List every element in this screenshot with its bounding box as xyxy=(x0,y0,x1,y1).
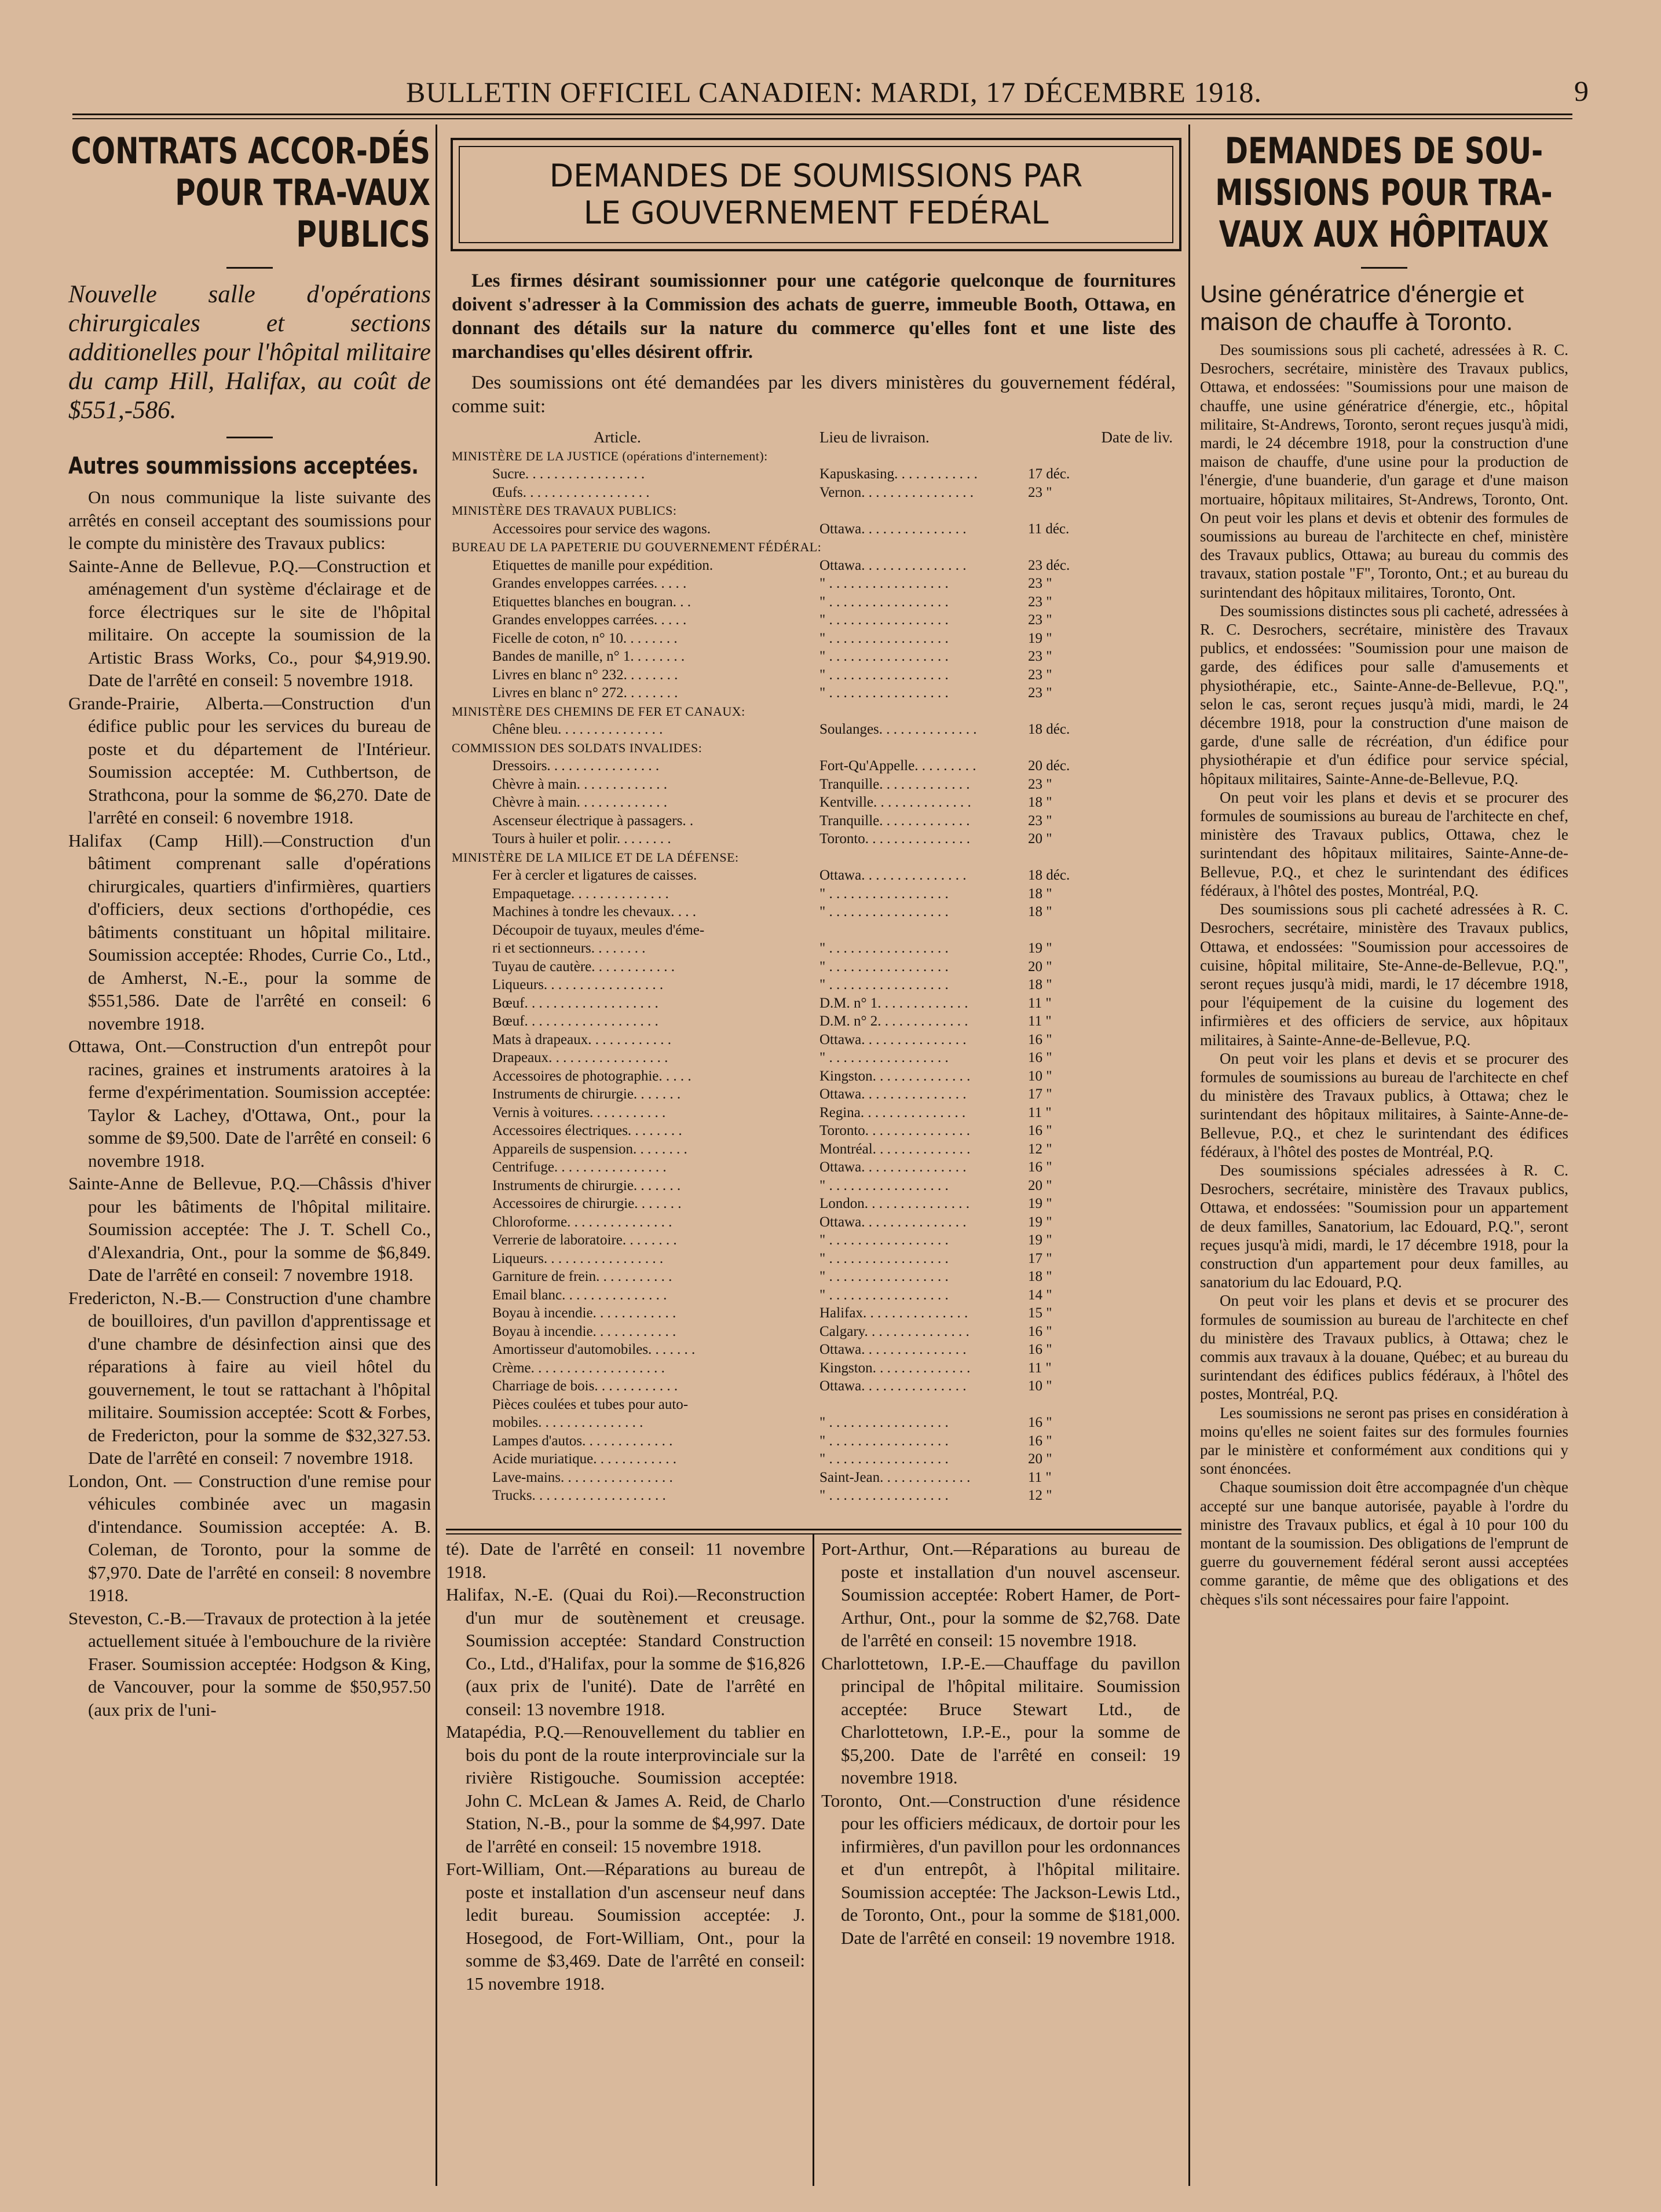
tender-location: " . . . . . . . . . . . . . . . . . xyxy=(819,1287,949,1303)
header-article: Article. xyxy=(594,429,641,446)
tender-article: Email blanc. . . . . . . . . . . . . . . xyxy=(492,1287,667,1303)
tender-department: MINISTÈRE DE LA JUSTICE (opérations d'internement): xyxy=(452,448,768,463)
tender-date: 11 " xyxy=(1028,1360,1052,1376)
tender-row xyxy=(449,629,1179,648)
tender-location: Kapuskasing. . . . . . . . . . . . xyxy=(819,466,978,482)
tender-location: Ottawa. . . . . . . . . . . . . . . xyxy=(819,1086,967,1102)
left-column xyxy=(68,130,431,1721)
header-location: Lieu de livraison. xyxy=(819,429,930,446)
tender-article: Bœuf. . . . . . . . . . . . . . . . . . . xyxy=(492,995,658,1011)
tender-location: Ottawa. . . . . . . . . . . . . . . xyxy=(819,1342,967,1357)
tender-row xyxy=(449,1158,1179,1177)
tender-row xyxy=(449,520,1179,539)
tender-article: Boyau à incendie. . . . . . . . . . . . xyxy=(492,1323,676,1339)
tender-department: MINISTÈRE DES TRAVAUX PUBLICS: xyxy=(452,503,677,518)
tender-article: mobiles. . . . . . . . . . . . . . . xyxy=(492,1415,643,1430)
tender-date: 19 " xyxy=(1028,1196,1052,1211)
right-column xyxy=(1200,130,1568,1609)
tender-date: 20 " xyxy=(1028,958,1052,975)
tender-row xyxy=(449,1486,1179,1505)
tender-location: Ottawa. . . . . . . . . . . . . . . xyxy=(819,1031,967,1048)
tender-date: 17 " xyxy=(1028,1086,1052,1102)
center-entry: Port-Arthur, Ont.—Réparations au bureau de poste et installation d'un nouvel ascenseur. Soumission acceptée: Robert Hamer, de Port-Arthur, Ont., pour la somme de $2,768. Date de l'arrêté en conseil: 15 novembre 1918. xyxy=(821,1539,1180,1650)
left-subhead: Nouvelle salle d'opérations chirurgicales et sections additionelles pour l'hôpital militaire du camp Hill, Halifax, au coût de $551,-586. xyxy=(68,281,431,424)
center-entry: té). Date de l'arrêté en conseil: 11 novembre 1918. xyxy=(446,1539,805,1582)
tender-article: Verrerie de laboratoire. . . . . . . . xyxy=(492,1232,677,1248)
tender-date: 23 " xyxy=(1028,812,1052,829)
tender-date: 10 " xyxy=(1028,1068,1052,1084)
tender-row xyxy=(449,684,1179,702)
tender-date: 19 " xyxy=(1028,940,1052,956)
tender-row xyxy=(449,830,1179,848)
tender-department-row xyxy=(449,501,1179,520)
tender-row xyxy=(449,1396,1179,1414)
right-paragraph: On peut voir les plans et devis et se procurer des formules de soumission au bureau de l'architecte en chef du ministère des Travaux publics, à Ottawa; chez le commis aux travaux à la douane, Québec; et au bureau du surintendant des édifices publics fédéraux, à l'hôtel des postes, Montréal, P.Q. xyxy=(1200,1292,1568,1403)
tender-row xyxy=(449,866,1179,885)
tender-date: 11 " xyxy=(1028,1013,1052,1029)
tender-date: 11 " xyxy=(1028,1104,1052,1120)
tender-row xyxy=(449,1286,1179,1305)
tender-date: 23 " xyxy=(1028,685,1052,701)
tender-location: Halifax. . . . . . . . . . . . . . . xyxy=(819,1305,968,1321)
left-entry: Steveston, C.-B.—Travaux de protection à la jetée actuellement située à l'embouchure de la rivière Fraser. Soumission acceptée: Hodgson & King, de Vancouver, pour la somme de $50,957.50 (aux prix de l'uni- xyxy=(68,1607,431,1720)
tender-row xyxy=(449,1250,1179,1268)
tender-date: 23 " xyxy=(1028,576,1052,591)
tender-article: Drapeaux. . . . . . . . . . . . . . . . . xyxy=(492,1050,668,1065)
tender-date: 18 " xyxy=(1028,977,1052,993)
tender-row xyxy=(449,921,1179,940)
tender-row xyxy=(449,1323,1179,1341)
tender-date: 20 déc. xyxy=(1028,758,1070,774)
tender-row xyxy=(449,574,1179,593)
tender-row xyxy=(449,1432,1179,1451)
right-paragraph: Chaque soumission doit être accompagnée d'un chèque accepté sur une banque autorisée, payable à l'ordre du ministre des Travaux publics, et égal à 10 pour 100 du montant de la soumission. Des obligations de l'emprunt de guerre du gouvernement fédéral seront aussi acceptées comme garantie, de même que des obligations et des chèques s'ils sont nécessaires pour faire l'appoint. xyxy=(1200,1478,1568,1608)
center-lower-left xyxy=(446,1537,805,1995)
tender-location: Kentville. . . . . . . . . . . . . . xyxy=(819,794,971,810)
tender-location: " . . . . . . . . . . . . . . . . . xyxy=(819,1232,949,1248)
tender-date: 19 " xyxy=(1028,1232,1052,1248)
center-entry: Fort-William, Ont.—Réparations au bureau de poste et installation d'un ascenseur neuf dans ledit bureau. Soumission acceptée: J. Hosegood, de Fort-William, Ont., pour la somme de $3,469. Date de l'arrêté en conseil: 15 novembre 1918. xyxy=(446,1859,805,1994)
center-title-box-inner xyxy=(459,146,1173,243)
tender-date: 12 " xyxy=(1028,1141,1052,1157)
tender-row xyxy=(449,976,1179,994)
tender-article: Sucre. . . . . . . . . . . . . . . . . xyxy=(492,466,645,482)
tender-article: Bandes de manille, n° 1. . . . . . . . xyxy=(492,649,685,664)
tender-location: " . . . . . . . . . . . . . . . . . xyxy=(819,885,949,902)
tender-article: Chloroforme. . . . . . . . . . . . . . . xyxy=(492,1214,672,1230)
tender-location: Vernon. . . . . . . . . . . . . . . . xyxy=(819,484,974,500)
tender-article: Chèvre à main. . . . . . . . . . . . . xyxy=(492,776,668,792)
tender-row xyxy=(449,885,1179,903)
tender-row xyxy=(449,1359,1179,1378)
tender-article: Liqueurs. . . . . . . . . . . . . . . . . xyxy=(492,977,664,993)
tender-date: 20 " xyxy=(1028,831,1052,847)
tender-row xyxy=(449,556,1179,575)
column-divider-right xyxy=(1188,124,1190,2186)
left-entry: Halifax (Camp Hill).—Construction d'un bâtiment comprenant salle d'opérations chirurgicales, quartiers d'infirmières, quartiers d'officiers, deux sections d'orthopédie, ces bâtiments constituant un hôpital militaire. Soumission acceptée: Rhodes, Currie Co., Ltd., de Amherst, N.-E., pour la somme de $551,586. Date de l'arrêté en conseil: 6 novembre 1918. xyxy=(68,830,431,1034)
tender-article: Pièces coulées et tubes pour auto- xyxy=(492,1396,689,1412)
tender-date: 23 " xyxy=(1028,484,1052,500)
tender-row xyxy=(449,939,1179,958)
tender-row xyxy=(449,1031,1179,1049)
left-headline-dash xyxy=(226,267,273,269)
column-divider-left xyxy=(436,124,437,2186)
tender-date: 18 " xyxy=(1028,885,1052,902)
tender-department: MINISTÈRE DE LA MILICE ET DE LA DÉFENSE: xyxy=(452,849,739,865)
tender-article: Garniture de frein. . . . . . . . . . . xyxy=(492,1269,672,1284)
tender-date: 16 " xyxy=(1028,1342,1052,1357)
tender-row xyxy=(449,593,1179,611)
tender-location: Ottawa. . . . . . . . . . . . . . . xyxy=(819,1378,967,1394)
tender-location: " . . . . . . . . . . . . . . . . . xyxy=(819,977,949,993)
center-lower-rule xyxy=(446,1529,1181,1530)
tender-article: Crème. . . . . . . . . . . . . . . . . . . xyxy=(492,1360,665,1376)
tender-location: London. . . . . . . . . . . . . . . xyxy=(819,1196,970,1211)
right-headline-dash xyxy=(1361,267,1407,269)
center-lower-right xyxy=(821,1537,1180,1949)
tender-location: " . . . . . . . . . . . . . . . . . xyxy=(819,958,949,975)
tender-article: Trucks. . . . . . . . . . . . . . . . . . . xyxy=(492,1488,666,1503)
tender-department: COMMISSION DES SOLDATS INVALIDES: xyxy=(452,740,703,755)
tender-date: 16 " xyxy=(1028,1050,1052,1065)
tender-article: Lampes d'autos. . . . . . . . . . . . . xyxy=(492,1433,673,1449)
left-entry: Ottawa, Ont.—Construction d'un entrepôt pour racines, graines et instruments aratoires à la ferme d'expérimentation. Soumission acceptée: Taylor & Lachey, d'Ottawa, Ont., pour la somme de $9,500. Date de l'arrêté en conseil: 6 novembre 1918. xyxy=(68,1036,431,1171)
tender-department-row xyxy=(449,447,1179,466)
tender-date: 14 " xyxy=(1028,1287,1052,1303)
tender-row xyxy=(449,1304,1179,1323)
tender-location: D.M. n° 1. . . . . . . . . . . . . xyxy=(819,995,968,1011)
tender-date: 19 " xyxy=(1028,630,1052,646)
tender-article: Centrifuge. . . . . . . . . . . . . . . . xyxy=(492,1159,667,1175)
tender-location: " . . . . . . . . . . . . . . . . . xyxy=(819,1177,949,1193)
tender-row xyxy=(449,1450,1179,1468)
tender-article: Tuyau de cautère. . . . . . . . . . . . xyxy=(492,958,675,975)
center-lower-divider xyxy=(813,1535,814,2186)
tender-article: Chèvre à main. . . . . . . . . . . . . xyxy=(492,794,668,810)
tender-location: " . . . . . . . . . . . . . . . . . xyxy=(819,649,949,664)
left-entry: Grande-Prairie, Alberta.—Construction d'un édifice public pour les services du bureau de poste et du département de l'Intérieur. Soumission acceptée: M. Cuthbertson, de Strathcona, pour la somme de $6,270. Date de l'arrêté en conseil: 6 novembre 1918. xyxy=(68,693,431,827)
left-entry: Fredericton, N.-B.— Construction d'une chambre de bouilloires, d'un pavillon d'apprentissage et d'une chambre de désinfection ainsi que des réparations à faire au vieil hôtel du gouvernement, le tout se rattachant à l'hôpital militaire. Soumission acceptée: Scott & Forbes, de Fredericton, pour la somme de $32,327.53. Date de l'arrêté en conseil: 7 novembre 1918. xyxy=(68,1287,431,1468)
tender-article: Charriage de bois. . . . . . . . . . . . xyxy=(492,1378,678,1394)
tender-date: 18 " xyxy=(1028,904,1052,920)
center-title-line-2: LE GOUVERNEMENT FEDÉRAL xyxy=(583,195,1049,231)
tender-article: Acide muriatique. . . . . . . . . . . . xyxy=(492,1451,676,1467)
right-paragraph: On peut voir les plans et devis et se procurer des formules de soumissions au bureau de l'architecte en chef du ministère des Travaux publics, à Ottawa; chez le surintendant des hôpitaux militaires, à Sainte-Anne-de-Bellevue, P.Q., et chez le surintendant des édifices fédéraux, à l'hôtel des postes de Montréal, P.Q. xyxy=(1200,1049,1568,1160)
tender-row xyxy=(449,1413,1179,1432)
tender-location: Montréal. . . . . . . . . . . . . . xyxy=(819,1141,971,1157)
tender-location: Soulanges. . . . . . . . . . . . . . xyxy=(819,722,977,737)
tender-date: 19 " xyxy=(1028,1214,1052,1230)
center-entry: Charlottetown, I.P.-E.—Chauffage du pavillon principal de l'hôpital militaire. Soumission acceptée: Bruce Stewart Ltd., de Charlottetown, I.P.-E., pour la somme de $5,200. Date de l'arrêté en conseil: 19 novembre 1918. xyxy=(821,1653,1180,1788)
tender-article: Machines à tondre les chevaux. . . . xyxy=(492,904,696,920)
tender-date: 23 " xyxy=(1028,612,1052,628)
tender-row xyxy=(449,1468,1179,1487)
tender-date: 16 " xyxy=(1028,1123,1052,1138)
tender-row xyxy=(449,994,1179,1013)
tender-article: Grandes enveloppes carrées. . . . . xyxy=(492,576,687,591)
left-entry: London, Ont. — Construction d'une remise pour véhicules combinée avec un magasin d'intendance. Soumission acceptée: A. B. Coleman, de Toronto, pour la somme de $7,970. Date de l'arrêté en conseil: 8 novembre 1918. xyxy=(68,1470,431,1605)
header-rule-bottom xyxy=(72,118,1572,119)
tender-location: Tranquille. . . . . . . . . . . . . xyxy=(819,812,970,829)
tender-location: Ottawa. . . . . . . . . . . . . . . xyxy=(819,557,967,573)
tender-row xyxy=(449,720,1179,739)
right-paragraph: Des soumissions sous pli cacheté, adressées à R. C. Desrochers, secrétaire, ministère des Travaux publics, Ottawa, et endossées: "Soumissions pour une maison de chauffe, une usine génératrice d'énergie, etc., hôpital militaire, St-Andrews, Toronto, seront reçues jusqu'à midi, mardi, le 24 décembre 1918, pour la construction d'une maison de chauffe, d'une usine pour la production de l'énergie, d'une buanderie, d'un garage et d'une maison mortuaire, hôpitaux militaires, St-Andrews, Toronto, Ont. On peut voir les plans et devis et obtenir des formules de soumissions au bureau de l'architecte en chef, ministère des Travaux publics, Ottawa; au bureau du commis des travaux, station postale "F", Toronto, Ont.; et au bureau du surintendant des hôpitaux militaires, Toronto, Ont. xyxy=(1200,341,1568,601)
tender-department: MINISTÈRE DES CHEMINS DE FER ET CANAUX: xyxy=(452,704,745,719)
tender-location: " . . . . . . . . . . . . . . . . . xyxy=(819,594,949,610)
center-entry: Toronto, Ont.—Construction d'une résidence pour les officiers médicaux, de dortoir pour les infirmières, d'un pavillon pour les ordonnances et d'un entrepôt, à l'hôpital militaire. Soumission acceptée: The Jackson-Lewis Ltd., de Toronto, Ont., pour la somme de $181,000. Date de l'arrêté en conseil: 19 novembre 1918. xyxy=(821,1790,1180,1948)
tender-department-row xyxy=(449,538,1179,556)
right-paragraph: On peut voir les plans et devis et se procurer des formules de soumissions au bureau de l'architecte en chef, ministère des Travaux publics, Ottawa, chez le surintendant des hôpitaux militaires, Sainte-Anne-de-Bellevue, P.Q., et chez le surintendant des édifices fédéraux, à l'hôtel des postes, Montréal, P.Q. xyxy=(1200,788,1568,899)
tender-location: " . . . . . . . . . . . . . . . . . xyxy=(819,940,949,956)
tender-date: 11 déc. xyxy=(1028,521,1070,537)
tender-location: " . . . . . . . . . . . . . . . . . xyxy=(819,1451,949,1467)
tender-department-row xyxy=(449,848,1179,867)
center-entry: Matapédia, P.Q.—Renouvellement du tablier en bois du pont de la route interprovinciale sur la rivière Ristigouche. Soumission acceptée: John C. McLean & James A. Reid, de Charlo Station, N.-B., pour la somme de $4,997. Date de l'arrêté en conseil: 15 novembre 1918. xyxy=(446,1722,805,1856)
center-intro-second: Des soumissions ont été demandées par les divers ministères du gouvernement fédéral, comme suit: xyxy=(452,372,1176,417)
tender-department: BUREAU DE LA PAPETERIE DU GOUVERNEMENT FÉDÉRAL: xyxy=(452,540,822,554)
tender-date: 15 " xyxy=(1028,1305,1052,1321)
tender-location: Ottawa. . . . . . . . . . . . . . . xyxy=(819,867,967,883)
tender-article: Livres en blanc n° 232. . . . . . . . xyxy=(492,666,678,683)
tender-article: Tours à huiler et polir. . . . . . . . xyxy=(492,831,671,847)
tender-article: Empaquetage. . . . . . . . . . . . . . xyxy=(492,885,669,902)
tender-location: Ottawa. . . . . . . . . . . . . . . xyxy=(819,1159,967,1175)
tender-row xyxy=(449,812,1179,830)
header-rule-top xyxy=(72,113,1572,115)
tender-row xyxy=(449,903,1179,921)
right-paragraph: Des soumissions spéciales adressées à R. C. Desrochers, secrétaire, ministère des Travaux publics, Ottawa, et endossées: "Soumission pour un appartement de deux familles, Sanatorium, lac Edouard, P.Q.", seront reçues jusqu'à midi, mardi, le 17 décembre 1918, pour la construction d'un appartement pour deux familles, au sanatorium du lac Edouard, P.Q. xyxy=(1200,1161,1568,1291)
center-title-line-1: DEMANDES DE SOUMISSIONS PAR xyxy=(549,158,1083,194)
right-paragraph: Les soumissions ne seront pas prises en considération à moins qu'elles ne soient faites sur des formules fournies par le ministère et conformément aux conditions qui y sont énoncées. xyxy=(1200,1404,1568,1478)
tender-table-header xyxy=(449,429,1179,447)
tender-article: Ascenseur électrique à passagers. . xyxy=(492,812,694,829)
tender-article: Grandes enveloppes carrées. . . . . xyxy=(492,612,687,628)
tender-date: 23 " xyxy=(1028,649,1052,664)
tender-date: 16 " xyxy=(1028,1323,1052,1339)
tender-department-row xyxy=(449,702,1179,721)
tender-date: 11 " xyxy=(1028,1469,1052,1485)
tender-date: 23 " xyxy=(1028,594,1052,610)
tender-row xyxy=(449,1104,1179,1122)
tender-date: 23 " xyxy=(1028,666,1052,683)
tender-location: " . . . . . . . . . . . . . . . . . xyxy=(819,612,949,628)
tender-article: Œufs. . . . . . . . . . . . . . . . . . xyxy=(492,484,650,500)
center-intro-bold: Les firmes désirant soumissionner pour une catégorie quelconque de fournitures doivent s'adresser à la Commission des achats de guerre, immeuble Booth, Ottawa, en donnant des détails sur la nature du commerce qu'elles font et une liste des marchandises qu'elles désirent offrir. xyxy=(452,270,1176,362)
tender-row xyxy=(449,1177,1179,1195)
tender-article: Etiquettes de manille pour expédition. xyxy=(492,557,714,573)
tender-article: Instruments de chirurgie. . . . . . . xyxy=(492,1177,681,1193)
tender-row xyxy=(449,465,1179,484)
left-entry: Sainte-Anne de Bellevue, P.Q.—Construction et aménagement d'un système d'éclairage et de force électriques sur le site de l'hôpital militaire. On accepte la soumission de la Artistic Brass Works, Co., pour $4,919.90. Date de l'arrêté en conseil: 5 novembre 1918. xyxy=(68,555,431,690)
tender-article: Accessoires pour service des wagons. xyxy=(492,521,711,537)
tender-date: 10 " xyxy=(1028,1378,1052,1394)
tender-article: Instruments de chirurgie. . . . . . . xyxy=(492,1086,681,1102)
tender-date: 20 " xyxy=(1028,1177,1052,1193)
left-subhead-dash xyxy=(226,437,273,438)
tender-location: " . . . . . . . . . . . . . . . . . xyxy=(819,1433,949,1449)
tender-table-body xyxy=(449,447,1179,1505)
tender-location: Calgary. . . . . . . . . . . . . . . xyxy=(819,1323,969,1339)
tender-location: " . . . . . . . . . . . . . . . . . xyxy=(819,576,949,591)
tender-article: Dressoirs. . . . . . . . . . . . . . . . xyxy=(492,758,660,774)
tender-date: 16 " xyxy=(1028,1433,1052,1449)
left-headline: CONTRATS ACCOR-DÉS POUR TRA-VAUX PUBLICS xyxy=(71,130,430,255)
tender-article: Chêne bleu. . . . . . . . . . . . . . . xyxy=(492,722,663,737)
tender-article: Accessoires de photographie. . . . . xyxy=(492,1068,692,1084)
left-entry: Sainte-Anne de Bellevue, P.Q.—Châssis d'hiver pour les bâtiments de l'hôpital militaire. Soumission acceptée: The J. T. Schell Co., d'Alexandria, Ont., pour la somme de $6,849. Date de l'arrêté en conseil: 7 novembre 1918. xyxy=(68,1173,431,1285)
tender-location xyxy=(819,921,1028,940)
tender-location: Ottawa. . . . . . . . . . . . . . . xyxy=(819,521,967,537)
tender-article: Amortisseur d'automobiles. . . . . . . xyxy=(492,1342,696,1357)
tender-location: " . . . . . . . . . . . . . . . . . xyxy=(819,1415,949,1430)
tender-row xyxy=(449,1067,1179,1086)
tender-location: Kingston. . . . . . . . . . . . . . xyxy=(819,1068,971,1084)
tender-location: Ottawa. . . . . . . . . . . . . . . xyxy=(819,1214,967,1230)
tender-location: Regina. . . . . . . . . . . . . . . xyxy=(819,1104,966,1120)
tender-row xyxy=(449,958,1179,976)
tender-date: 18 " xyxy=(1028,794,1052,810)
tender-article: Fer à cercler et ligatures de caisses. xyxy=(492,867,697,883)
tender-row xyxy=(449,1122,1179,1140)
tender-row xyxy=(449,1049,1179,1067)
tender-row xyxy=(449,1085,1179,1104)
tender-row xyxy=(449,1231,1179,1250)
left-section-title: Autres soummissions acceptées. xyxy=(68,453,419,479)
tender-date: 17 déc. xyxy=(1028,466,1070,482)
tender-row xyxy=(449,611,1179,629)
tender-date: 20 " xyxy=(1028,1451,1052,1467)
tender-table xyxy=(449,429,1179,1505)
header-date: Date de liv. xyxy=(1101,429,1173,446)
right-paragraph: Des soumissions distinctes sous pli cacheté, adressées à R. C. Desrochers, secrétaire, ministère des Travaux publics, et endossées: "Soumission pour une maison de garde, des édifices pour salle d'amusements et physiothérapie, etc., Sainte-Anne-de-Bellevue, P.Q.", selon le cas, seront reçues jusqu'à midi, mardi, le 24 décembre 1918, pour la construction d'une maison de garde, d'une salle de récréation, d'un édifice pour physiothérapie et d'un édifice pour service spécial, hôpitaux militaires, Sainte-Anne-de-Bellevue, P.Q. xyxy=(1200,602,1568,788)
tender-article: Livres en blanc n° 272. . . . . . . . xyxy=(492,685,678,701)
tender-location: Saint-Jean. . . . . . . . . . . . . xyxy=(819,1469,971,1485)
tender-department-row xyxy=(449,739,1179,757)
tender-article: Accessoires de chirurgie. . . . . . . xyxy=(492,1196,682,1211)
tender-row xyxy=(449,484,1179,502)
tender-row xyxy=(449,775,1179,794)
tender-location: Toronto. . . . . . . . . . . . . . . xyxy=(819,1123,971,1138)
tender-date: 18 " xyxy=(1028,1269,1052,1284)
tender-date: 16 " xyxy=(1028,1159,1052,1175)
center-title-box xyxy=(451,138,1181,251)
right-headline: DEMANDES DE SOU-MISSIONS POUR TRA-VAUX AUX HÔPITAUX xyxy=(1215,130,1553,255)
tender-row xyxy=(449,1012,1179,1031)
tender-article: Lave-mains. . . . . . . . . . . . . . . . xyxy=(492,1469,673,1485)
left-intro: On nous communique la liste suivante des arrêtés en conseil acceptant des soumissions pour le compte du ministère des Travaux publics: xyxy=(68,487,431,553)
tender-row xyxy=(449,666,1179,684)
tender-date xyxy=(1028,921,1179,940)
tender-article: ri et sectionneurs. . . . . . . . xyxy=(492,940,646,956)
tender-article: Ficelle de coton, n° 10. . . . . . . . xyxy=(492,630,678,646)
tender-location: " . . . . . . . . . . . . . . . . . xyxy=(819,666,949,683)
tender-article: Découpoir de tuyaux, meules d'éme- xyxy=(492,922,705,938)
tender-article: Accessoires électriques. . . . . . . . xyxy=(492,1123,682,1138)
tender-date: 12 " xyxy=(1028,1488,1052,1503)
center-lower-rule-2 xyxy=(446,1533,1181,1535)
tender-article: Bœuf. . . . . . . . . . . . . . . . . . . xyxy=(492,1013,658,1029)
tender-date: 18 déc. xyxy=(1028,722,1070,737)
tender-date: 18 déc. xyxy=(1028,867,1070,883)
center-intro xyxy=(452,269,1176,419)
tender-date: 16 " xyxy=(1028,1031,1052,1048)
tender-article: Boyau à incendie. . . . . . . . . . . . xyxy=(492,1305,676,1321)
tender-date: 11 " xyxy=(1028,995,1052,1011)
page-number: 9 xyxy=(1574,75,1589,107)
center-entry: Halifax, N.-E. (Quai du Roi).—Reconstruction d'un mur de soutènement et creusage. Soumission acceptée: Standard Construction Co., Ltd., d'Halifax, pour la somme de $16,826 (aux prix de l'unité). Date de l'arrêté en conseil: 13 novembre 1918. xyxy=(446,1584,805,1719)
tender-location: Kingston. . . . . . . . . . . . . . xyxy=(819,1360,971,1376)
tender-row xyxy=(449,1195,1179,1213)
tender-date: 16 " xyxy=(1028,1415,1052,1430)
tender-location: Toronto. . . . . . . . . . . . . . . xyxy=(819,831,971,847)
tender-row xyxy=(449,1341,1179,1359)
tender-row xyxy=(449,757,1179,775)
tender-location: " . . . . . . . . . . . . . . . . . xyxy=(819,1488,949,1503)
tender-row xyxy=(449,793,1179,812)
tender-location: D.M. n° 2. . . . . . . . . . . . . xyxy=(819,1013,968,1029)
right-paragraph: Des soumissions sous pli cacheté adressées à R. C. Desrochers, secrétaire, ministère des Travaux publics, Ottawa, et endossées: "Soumission pour accessoires de cuisine, hôpital militaire, Ste-Anne-de-Bellevue, P.Q.", seront reçues jusqu'à midi, mardi, le 17 décembre 1918, pour l'équipement de la cuisine du logement des infirmières et des officiers de service, aux hôpitaux militaires, à Sainte-Anne-de-Bellevue, P.Q. xyxy=(1200,900,1568,1049)
tender-location: Tranquille. . . . . . . . . . . . . xyxy=(819,776,970,792)
tender-location: " . . . . . . . . . . . . . . . . . xyxy=(819,1250,949,1266)
tender-location: " . . . . . . . . . . . . . . . . . xyxy=(819,630,949,646)
tender-location: " . . . . . . . . . . . . . . . . . xyxy=(819,904,949,920)
tender-location: " . . . . . . . . . . . . . . . . . xyxy=(819,1269,949,1284)
tender-article: Mats à drapeaux. . . . . . . . . . . . xyxy=(492,1031,671,1048)
tender-date xyxy=(1028,1396,1179,1414)
tender-article: Etiquettes blanches en bougran. . . xyxy=(492,594,691,610)
tender-article: Vernis à voitures. . . . . . . . . . . xyxy=(492,1104,666,1120)
running-title: BULLETIN OFFICIEL CANADIEN: MARDI, 17 DÉCEMBRE 1918. xyxy=(406,76,1262,108)
tender-row xyxy=(449,1377,1179,1396)
tender-date: 17 " xyxy=(1028,1250,1052,1266)
right-subhead: Usine génératrice d'énergie et maison de chauffe à Toronto. xyxy=(1200,280,1524,335)
tender-article: Appareils de suspension. . . . . . . . xyxy=(492,1141,687,1157)
tender-row xyxy=(449,1213,1179,1232)
tender-date: 23 " xyxy=(1028,776,1052,792)
tender-row xyxy=(449,1140,1179,1159)
tender-row xyxy=(449,1268,1179,1286)
tender-date: 23 déc. xyxy=(1028,557,1070,573)
tender-location: " . . . . . . . . . . . . . . . . . xyxy=(819,685,949,701)
tender-location: " . . . . . . . . . . . . . . . . . xyxy=(819,1050,949,1065)
tender-row xyxy=(449,647,1179,666)
tender-location xyxy=(819,1396,1028,1414)
tender-article: Liqueurs. . . . . . . . . . . . . . . . . xyxy=(492,1250,664,1266)
tender-location: Fort-Qu'Appelle. . . . . . . . . xyxy=(819,758,976,774)
